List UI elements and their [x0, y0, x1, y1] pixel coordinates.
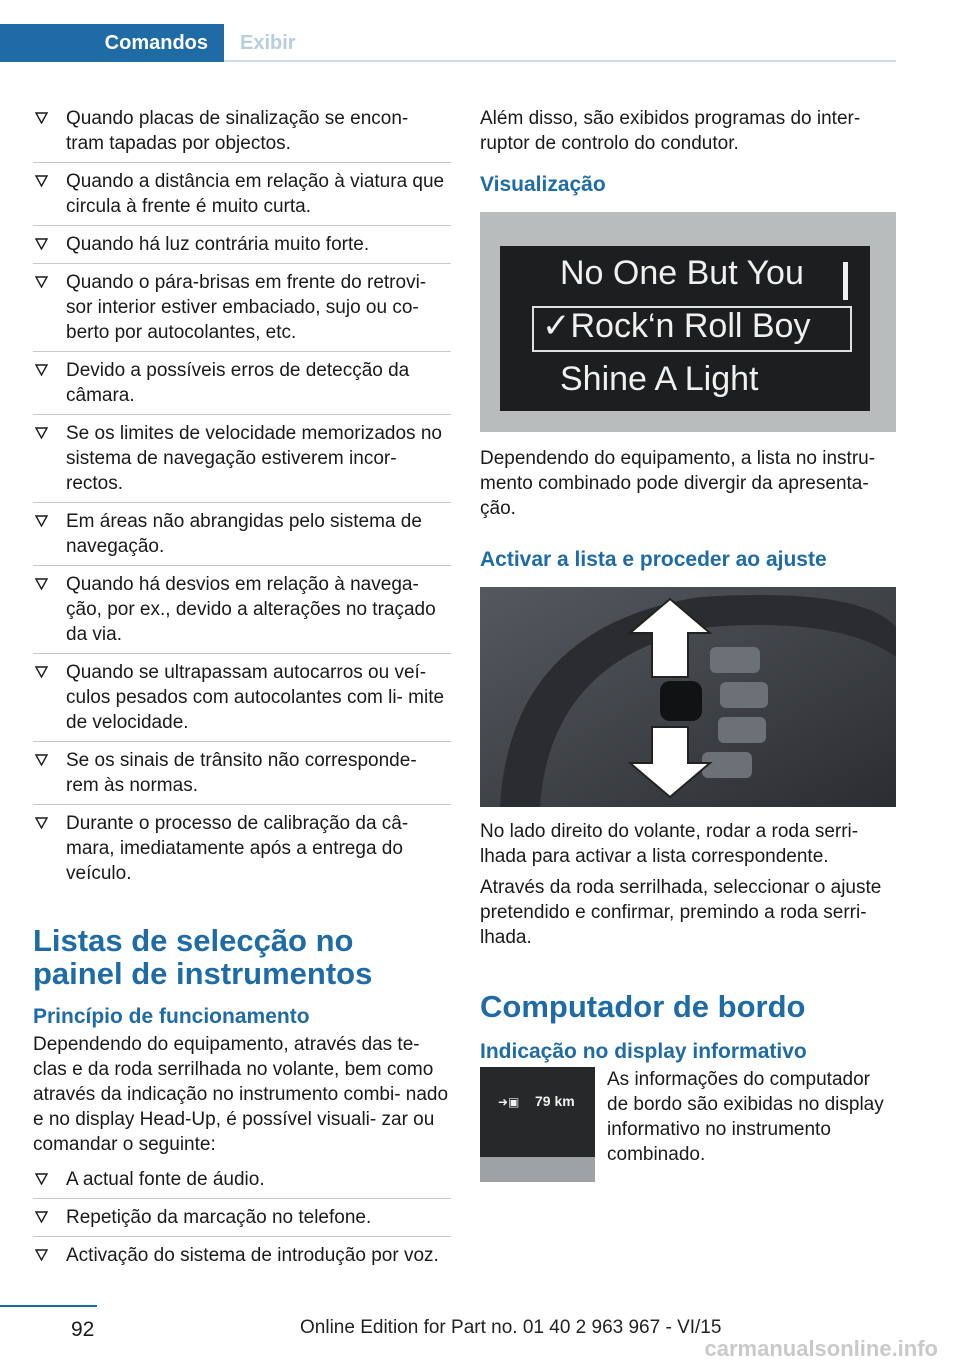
list-item: Se os limites de velocidade memorizados no sistema de navegação estiverem incor‐ rectos. — [33, 415, 451, 503]
triangle-bullet-icon — [35, 175, 48, 187]
list-item: Quando há desvios em relação à navega‐ ção, por ex., devido a alterações no traçado da via. — [33, 566, 451, 654]
info-display-block — [480, 1067, 896, 1187]
scroll-indicator-icon — [843, 262, 848, 300]
triangle-bullet-icon — [35, 112, 48, 124]
info-display-figure — [480, 1067, 595, 1182]
footer-rule — [0, 1305, 97, 1307]
header-tab-exibir[interactable]: Exibir — [240, 31, 296, 54]
heading-indicacao: Indicação no display informativo — [480, 1040, 807, 1063]
list-item: Em áreas não abrangidas pelo sistema de navegação. — [33, 503, 451, 566]
list-item: Devido a possíveis erros de detecção da câmara. — [33, 352, 451, 415]
triangle-bullet-icon — [35, 666, 48, 678]
fuel-range-icon: ➜▣ — [498, 1095, 520, 1109]
list-entry: No One But You — [560, 254, 804, 292]
triangle-bullet-icon — [35, 427, 48, 439]
list-item: Quando a distância em relação à viatura que circula à frente é muito curta. — [33, 163, 451, 226]
list-item: Quando se ultrapassam autocarros ou veí‐ culos pesados com autocolantes com li‐ mite de velocidade. — [33, 654, 451, 742]
triangle-bullet-icon — [35, 1173, 48, 1185]
left-column — [33, 100, 451, 1274]
list-item: A actual fonte de áudio. — [33, 1161, 451, 1199]
subsection-title: Princípio de funcionamento — [33, 1005, 310, 1028]
list-entry-selected: ✓Rock‘n Roll Boy — [542, 307, 811, 345]
steering-wheel-figure — [480, 587, 896, 807]
paragraph: As informações do computador de bordo são exibidas no display informativo no instrumento combinado. — [607, 1069, 884, 1165]
list-entry: Shine A Light — [560, 360, 759, 398]
paragraph: No lado direito do volante, rodar a roda serri‐ lhada para activar a lista correspondente. — [480, 821, 859, 867]
steering-wheel-illustration — [480, 587, 896, 807]
features-list — [33, 1161, 451, 1274]
range-readout: 79 km — [535, 1093, 575, 1109]
edition-text: Online Edition for Part no. 01 40 2 963 967 - VI/15 — [300, 1317, 722, 1338]
selection-list-figure — [480, 212, 896, 432]
heading-computador: Computador de bordo — [480, 989, 806, 1024]
right-column — [480, 100, 896, 1187]
list-item: Durante o processo de calibração da câ‐ mara, imediatamente após a entrega do veículo. — [33, 805, 451, 892]
list-item: Quando há luz contrária muito forte. — [33, 226, 451, 264]
triangle-bullet-icon — [35, 578, 48, 590]
list-item: Activação do sistema de introdução por voz. — [33, 1237, 451, 1274]
conditions-list — [33, 100, 451, 892]
header-rule — [224, 60, 896, 62]
triangle-bullet-icon — [35, 276, 48, 288]
header-tab-comandos[interactable]: Comandos — [0, 24, 224, 62]
heading-visualizacao: Visualização — [480, 173, 606, 196]
watermark: carmanualsonline.info — [704, 1336, 938, 1361]
triangle-bullet-icon — [35, 817, 48, 829]
triangle-bullet-icon — [35, 1211, 48, 1223]
paragraph: Além disso, são exibidos programas do inter‐ ruptor de controlo do condutor. — [480, 108, 861, 154]
list-item: Quando o pára-brisas em frente do retrovi‐ sor interior estiver embaciado, sujo ou co‐ berto por autocolantes, etc. — [33, 264, 451, 352]
triangle-bullet-icon — [35, 754, 48, 766]
triangle-bullet-icon — [35, 515, 48, 527]
list-item: Repetição da marcação no telefone. — [33, 1199, 451, 1237]
page-number: 92 — [71, 1318, 95, 1341]
paragraph: Dependendo do equipamento, a lista no instru‐ mento combinado pode divergir da apresenta‐ ção. — [480, 448, 876, 519]
list-item: Quando placas de sinalização se encon‐ tram tapadas por objectos. — [33, 100, 451, 163]
triangle-bullet-icon — [35, 238, 48, 250]
display-screen — [500, 246, 870, 411]
intro-paragraph: Dependendo do equipamento, através das te‐ clas e da roda serrilhada no volante, bem como através da indicação no instrumento combi‐ nado e no display Head-Up, é possível visuali‐ zar ou comandar o seguinte: — [33, 1034, 449, 1155]
list-item: Se os sinais de trânsito não corresponde‐ rem às normas. — [33, 742, 451, 805]
heading-activar: Activar a lista e proceder ao ajuste — [480, 548, 827, 571]
triangle-bullet-icon — [35, 1249, 48, 1261]
display-bezel — [480, 1157, 595, 1182]
triangle-bullet-icon — [35, 364, 48, 376]
section-title: Listas de selecção no painel de instrumentos — [33, 923, 373, 991]
paragraph: Através da roda serrilhada, seleccionar o ajuste pretendido e confirmar, premindo a roda serri‐ lhada. — [480, 877, 882, 948]
